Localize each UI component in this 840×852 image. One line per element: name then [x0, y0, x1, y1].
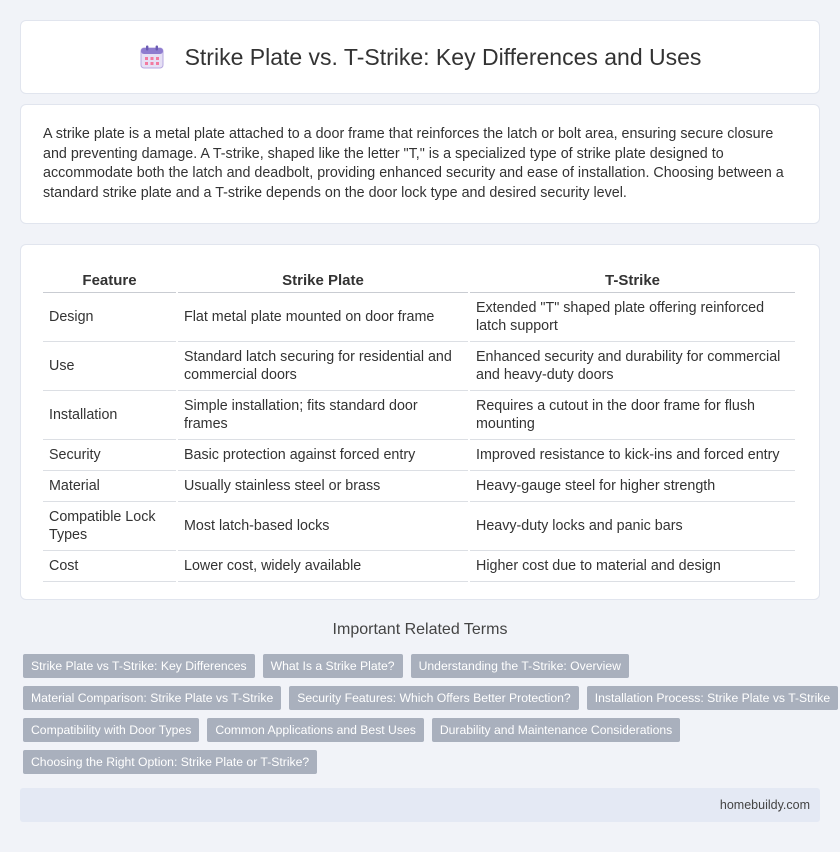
related-tag[interactable]: Security Features: Which Offers Better Protection?: [289, 686, 578, 710]
header-t-strike: T-Strike: [470, 265, 795, 293]
table-cell: Basic protection against forced entry: [178, 440, 468, 471]
table-cell: Cost: [43, 551, 176, 582]
table-cell: Heavy-duty locks and panic bars: [470, 502, 795, 551]
table-cell: Lower cost, widely available: [178, 551, 468, 582]
tag-row: [23, 750, 823, 774]
table-cell: Most latch-based locks: [178, 502, 468, 551]
intro-text: A strike plate is a metal plate attached to a door frame that reinforces the latch or bolt area, ensuring secure closure and preventing damage. A T-strike, shaped like the letter "T," is a specialized type of strike plate designed to accommodate both the latch and deadbolt, providing enhanced security and ease of installation. Choosing between a standard strike plate and a T-strike depends on the door lock type and desired security level.: [43, 126, 784, 201]
table-cell: Compatible Lock Types: [43, 502, 176, 551]
table-row: [43, 502, 795, 551]
table-cell: Simple installation; fits standard door frames: [178, 391, 468, 440]
table-cell: Requires a cutout in the door frame for flush mounting: [470, 391, 795, 440]
tag-row: [23, 686, 831, 710]
table-row: [43, 342, 795, 391]
table-cell: Use: [43, 342, 176, 391]
header-strike-plate: Strike Plate: [178, 265, 468, 293]
related-tag[interactable]: Strike Plate vs T-Strike: Key Differences: [23, 654, 255, 678]
table-row: [43, 471, 795, 502]
footer: [20, 788, 820, 822]
table-cell: Extended "T" shaped plate offering reinforced latch support: [470, 293, 795, 342]
table-header-row: [43, 265, 795, 293]
related-terms-tags: [23, 654, 831, 782]
table-cell: Flat metal plate mounted on door frame: [178, 293, 468, 342]
table-cell: Security: [43, 440, 176, 471]
comparison-table-card: [20, 244, 820, 600]
related-tag[interactable]: Durability and Maintenance Considerations: [432, 718, 680, 742]
footer-site[interactable]: homebuildy.com: [719, 798, 810, 812]
table-cell: Heavy-gauge steel for higher strength: [470, 471, 795, 502]
related-terms-title: Important Related Terms: [332, 621, 508, 638]
table-cell: Installation: [43, 391, 176, 440]
table-cell: Improved resistance to kick-ins and forced entry: [470, 440, 795, 471]
header-feature: Feature: [43, 265, 176, 293]
table-cell: Material: [43, 471, 176, 502]
table-row: [43, 293, 795, 342]
page-title: Strike Plate vs. T-Strike: Key Differences and Uses: [184, 43, 702, 70]
tag-row: [23, 718, 823, 742]
related-tag[interactable]: Compatibility with Door Types: [23, 718, 199, 742]
related-tag[interactable]: Choosing the Right Option: Strike Plate or T-Strike?: [23, 750, 317, 774]
table-cell: Enhanced security and durability for commercial and heavy-duty doors: [470, 342, 795, 391]
related-tag[interactable]: Installation Process: Strike Plate vs T-Strike: [587, 686, 839, 710]
intro-card: [20, 104, 820, 224]
table-cell: Usually stainless steel or brass: [178, 471, 468, 502]
title-wrap: [139, 44, 702, 71]
table-cell: Standard latch securing for residential and commercial doors: [178, 342, 468, 391]
related-tag[interactable]: What Is a Strike Plate?: [263, 654, 403, 678]
tag-row: [23, 654, 823, 678]
related-tag[interactable]: Common Applications and Best Uses: [207, 718, 424, 742]
table-row: [43, 391, 795, 440]
comparison-table: [41, 265, 797, 582]
related-tag[interactable]: Understanding the T-Strike: Overview: [411, 654, 629, 678]
table-row: [43, 551, 795, 582]
related-tag[interactable]: Material Comparison: Strike Plate vs T-Strike: [23, 686, 281, 710]
header-card: [20, 20, 820, 94]
calendar-icon: [139, 44, 165, 70]
table-cell: Design: [43, 293, 176, 342]
table-row: [43, 440, 795, 471]
table-cell: Higher cost due to material and design: [470, 551, 795, 582]
